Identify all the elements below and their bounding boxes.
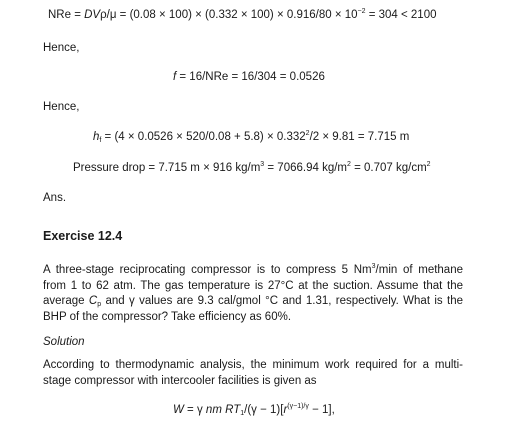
friction-factor-equation: f = 16/NRe = 16/304 = 0.0526 (173, 71, 325, 83)
solution-label: Solution (43, 336, 85, 348)
solution-text: According to thermodynamic analysis, the minimum work required for a multi-stage compressor with intercooler facilities is given as (43, 359, 463, 387)
reynolds-number-equation: NRe = $DV\rho/\mu = (0.08 \times 100) \times (0.332 \times 100) \times 0.916/80 \times 10^{-2} = 304 < 2100$ (48, 8, 437, 21)
exercise-problem-text: A three-stage reciprocating compressor is to compress 5 Nm$^3$/min of methane from 1 to 62 atm. The gas temperature is 27°C at the suction. Assume that the average $C_p$ and γ values are 9.3 cal/gmol °C and 1.31, respectively. What is the BHP of the compressor? Take efficiency as 60%. (43, 263, 463, 323)
work-equation: W = γ nm $RT_1/(\gamma - 1)[r^{(\gamma-1)/\gamma} - 1]$, (173, 403, 335, 417)
hence-label: Hence, (43, 101, 80, 113)
exercise-heading: Exercise 12.4 (43, 229, 123, 243)
pressure-drop-equation: Pressure drop = 7.715 m × 916 $kg/m^3 = 7066.94$ $kg/m^2 = 0.707$ $kg/cm^2$ (73, 161, 431, 174)
head-loss-equation: $h_f = (4 \times 0.0526 \times 520/0.08 + 5.8) \times 0.332^2/2 \times 9.81 = 7.715$ m (93, 130, 410, 144)
hence-label: Hence, (43, 42, 80, 54)
answer-label: Ans. (43, 192, 67, 204)
